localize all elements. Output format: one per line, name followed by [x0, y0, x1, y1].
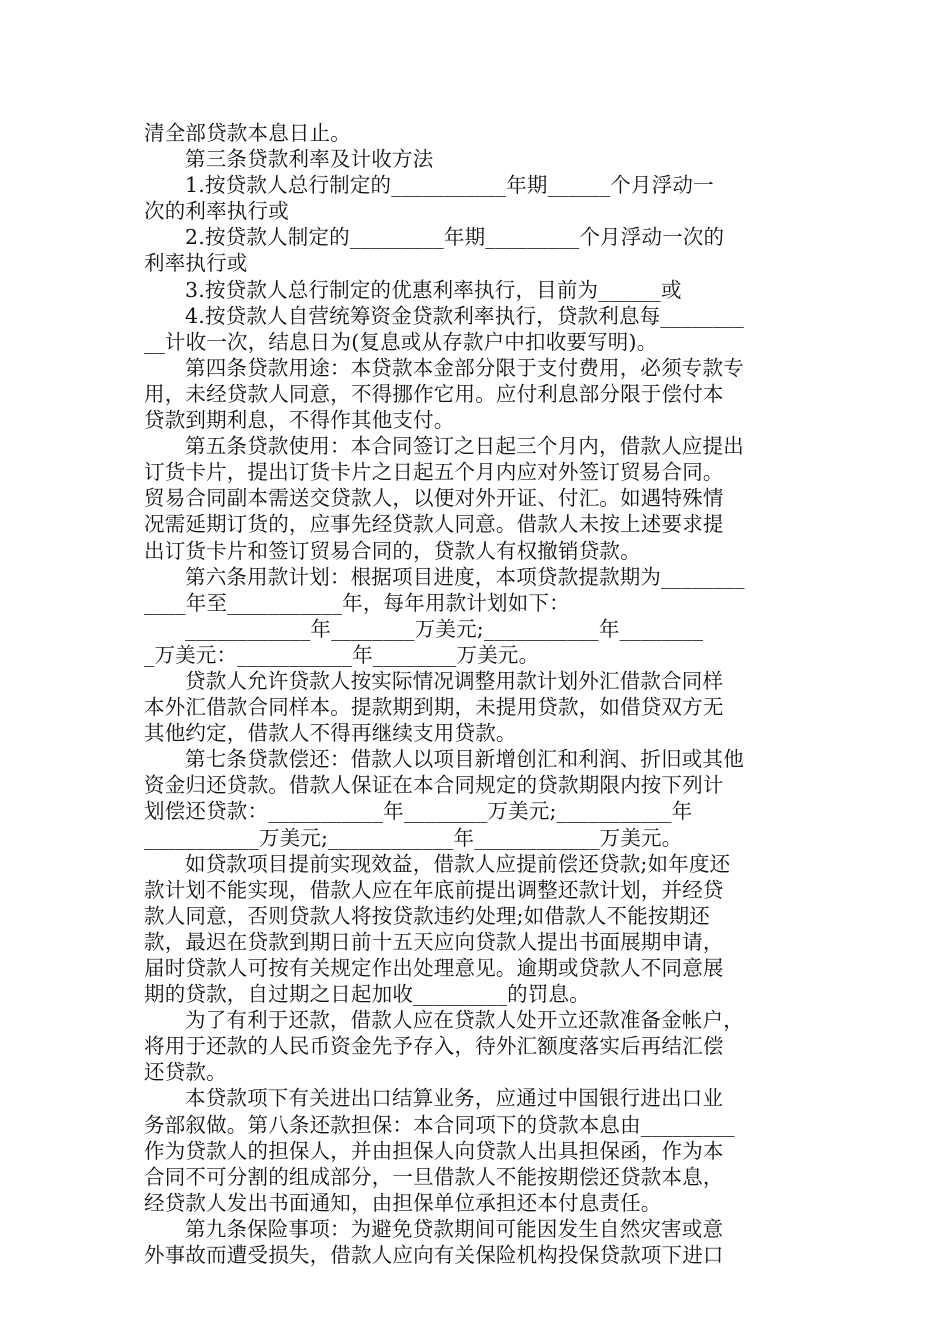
- document-line: 务部叙做。第八条还款担保：本合同项下的贷款本息由_________: [144, 1112, 735, 1137]
- document-line: 用，未经贷款人同意，不得挪作它用。应付利息部分限于偿付本: [144, 381, 724, 406]
- document-line: 况需延期订货的，应事先经贷款人同意。借款人未按上述要求提: [144, 512, 724, 537]
- document-line: 款，最迟在贷款到期日前十五天应向贷款人提出书面展期申请，: [144, 929, 724, 954]
- document-line: 其他约定，借款人不得再继续支用贷款。: [144, 721, 517, 746]
- document-line: _万美元：___________年________万美元。: [144, 642, 540, 667]
- document-line: ____年至___________年，每年用款计划如下：: [144, 590, 570, 615]
- document-line: 外事故而遭受损失，借款人应向有关保险机构投保贷款项下进口: [144, 1243, 724, 1268]
- document-line: 订货卡片，提出订货卡片之日起五个月内应对外签订贸易合同。: [144, 460, 724, 485]
- document-line: 3.按贷款人总行制定的优惠利率执行，目前为______或: [185, 277, 682, 302]
- document-line: 如贷款项目提前实现效益，借款人应提前偿还贷款;如年度还: [185, 851, 731, 876]
- document-line: 本贷款项下有关进出口结算业务，应通过中国银行进出口业: [185, 1086, 724, 1111]
- document-line: 第四条贷款用途：本贷款本金部分限于支付费用，必须专款专: [185, 355, 744, 380]
- document-line: 第七条贷款偿还：借款人以项目新增创汇和利润、折旧或其他: [185, 747, 744, 772]
- document-line: 清全部贷款本息日止。: [144, 121, 351, 145]
- document-line: 经贷款人发出书面通知，由担保单位承担还本付息责任。: [144, 1190, 662, 1215]
- document-line: 为了有利于还款，借款人应在贷款人处开立还款准备金帐户，: [185, 1008, 744, 1033]
- document-line: 第九条保险事项：为避免贷款期间可能因发生自然灾害或意: [185, 1216, 724, 1241]
- document-line: 贷款到期利息，不得作其他支付。: [144, 408, 455, 433]
- document-line: 第六条用款计划：根据项目进度，本项贷款提款期为________: [185, 564, 745, 589]
- document-line: 资金归还贷款。借款人保证在本合同规定的贷款期限内按下列计: [144, 773, 724, 798]
- document-line: ___________万美元;____________年____________万美元。: [144, 825, 683, 850]
- document-line: 本外汇借款合同样本。提款期到期，未提用贷款，如借贷双方无: [144, 695, 724, 720]
- document-line: 利率执行或: [144, 251, 248, 276]
- document-line: 贷款人允许贷款人按实际情况调整用款计划外汇借款合同样: [185, 668, 724, 693]
- document-line: 作为贷款人的担保人，并由担保人向贷款人出具担保函，作为本: [144, 1138, 724, 1163]
- document-line: 届时贷款人可按有关规定作出处理意见。逾期或贷款人不同意展: [144, 956, 724, 980]
- document-line: 款人同意，否则贷款人将按贷款违约处理;如借款人不能按期还: [144, 903, 711, 928]
- document-page: [144, 120, 806, 1268]
- document-line: 期的贷款，自过期之日起加收_________的罚息。: [144, 982, 590, 1007]
- document-line: 出订货卡片和签订贸易合同的，贷款人有权撤销贷款。: [144, 538, 641, 563]
- document-line: 1.按贷款人总行制定的___________年期______个月浮动一: [185, 173, 714, 198]
- document-line: ____________年________万美元;___________年________: [185, 616, 704, 641]
- document-line: 第五条贷款使用：本合同签订之日起三个月内，借款人应提出: [185, 434, 744, 459]
- document-line: 款计划不能实现，借款人应在年底前提出调整还款计划，并经贷: [144, 877, 724, 902]
- document-line: 4.按贷款人自营统筹资金贷款利率执行，贷款利息每________: [185, 303, 744, 328]
- document-line: __计收一次，结息日为(复息或从存款户中扣收要写明)。: [144, 329, 658, 354]
- document-line: 贸易合同副本需送交贷款人，以便对外开证、付汇。如遇特殊情: [144, 486, 724, 511]
- document-line: 2.按贷款人制定的_________年期_________个月浮动一次的: [185, 225, 725, 250]
- document-line: 次的利率执行或: [144, 199, 289, 224]
- document-line: 第三条贷款利率及计收方法: [185, 147, 434, 172]
- document-line: 划偿还贷款：___________年________万美元;___________年: [144, 799, 693, 824]
- document-line: 合同不可分割的组成部分，一旦借款人不能按期偿还贷款本息，: [144, 1164, 724, 1189]
- document-line: 将用于还款的人民币资金先予存入，待外汇额度落实后再结汇偿: [144, 1034, 724, 1059]
- document-line: 还贷款。: [144, 1060, 227, 1085]
